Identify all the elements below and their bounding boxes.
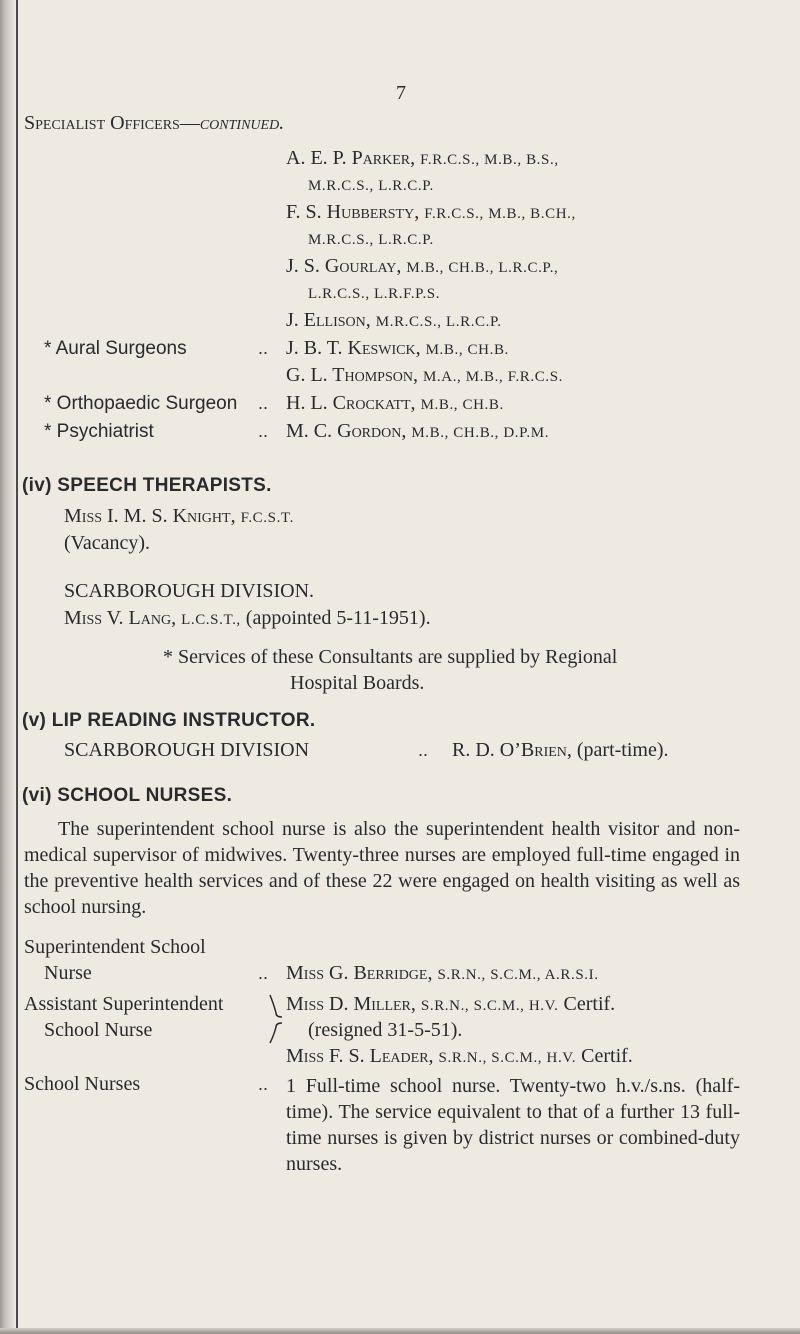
surgeon-name: G. L. Thompson,	[286, 364, 418, 386]
specialist-name: J. Ellison,	[286, 309, 371, 331]
division-therapist-note: (appointed 5-11-1951).	[245, 607, 431, 629]
specialist-entry	[308, 227, 434, 250]
surgeon-quals: M.B., CH.B.	[425, 342, 509, 358]
speech-division-heading: SCARBOROUGH DIVISION.	[64, 580, 315, 602]
superintendent-entry	[286, 962, 599, 985]
brace-lower	[270, 1023, 282, 1043]
specialist-officers-heading	[24, 112, 284, 135]
page-number: 7	[396, 82, 406, 104]
assistant-brace	[262, 993, 284, 1045]
school-nurses-leader-dots: ..	[258, 1074, 269, 1094]
therapist-name: Miss I. M. S. Knight,	[64, 505, 236, 527]
instructor-name: R. D. O’Brien,	[452, 739, 572, 761]
specialist-name: A. E. P. Parker,	[286, 147, 416, 169]
surgeon-quals: M.B., CH.B.	[420, 397, 504, 413]
assistant-label-line-1: Assistant Superintendent	[24, 993, 224, 1015]
specialist-name: F. S. Hubbersty,	[286, 201, 420, 223]
school-nurses-label: School Nurses	[24, 1073, 141, 1095]
aural-surgeon-entry	[286, 364, 563, 387]
surgeon-name: J. B. T. Keswick,	[286, 337, 421, 359]
specialist-quals: M.B., CH.B., L.R.C.P.,	[406, 260, 559, 276]
assistant-1-name: Miss D. Miller,	[286, 993, 416, 1015]
specialist-quals: F.R.C.S., M.B., B.S.,	[420, 152, 559, 168]
footnote-line-1: * Services of these Consultants are supplied by Regional	[163, 646, 618, 668]
lip-reading-heading: (v) LIP READING INSTRUCTOR.	[22, 710, 316, 731]
division-therapist-name: Miss V. Lang,	[64, 607, 177, 629]
aural-leader-dots: ..	[258, 338, 269, 358]
superintendent-leader-dots: ..	[258, 963, 269, 983]
page-binding-shadow	[0, 0, 14, 1334]
psychiatrist-entry	[286, 420, 549, 443]
specialist-entry	[286, 309, 502, 332]
specialist-heading-text: Specialist Officers—	[24, 112, 200, 134]
superintendent-name: Miss G. Berridge,	[286, 962, 433, 984]
school-nurses-description: 1 Full-time school nurse. Twenty-two h.v./s.ns. (half-time). The service equivalent to that of a further 13 full-time nurses is given by district nurses or combined-duty nurses.	[286, 1075, 740, 1175]
assistant-2-name: Miss F. S. Leader,	[286, 1045, 434, 1067]
psychiatrist-name: M. C. Gordon,	[286, 420, 407, 442]
assistant-1-entry	[286, 993, 615, 1016]
school-nurses-paragraph	[24, 816, 740, 920]
school-nurses-heading: (vi) SCHOOL NURSES.	[22, 785, 233, 806]
orthopaedic-surgeon-entry	[286, 392, 504, 415]
assistant-1-suffix: Certif.	[563, 993, 616, 1015]
page-binding-line	[16, 0, 18, 1334]
speech-therapist-entry	[64, 505, 294, 528]
lip-reading-division: SCARBOROUGH DIVISION	[64, 739, 310, 761]
specialist-entry	[286, 255, 558, 278]
lip-reading-leader-dots: ..	[418, 740, 429, 760]
lip-reading-instructor-entry	[452, 739, 669, 762]
assistant-2-quals: S.R.N., S.C.M., H.V.	[438, 1050, 577, 1066]
surgeon-name: H. L. Crockatt,	[286, 392, 416, 414]
psychiatrist-quals: M.B., CH.B., D.P.M.	[411, 425, 550, 441]
orthopaedic-leader-dots: ..	[258, 393, 269, 413]
specialist-quals: L.R.C.S., L.R.F.P.S.	[308, 286, 441, 302]
speech-vacancy: (Vacancy).	[64, 532, 151, 554]
assistant-label-line-2: School Nurse	[44, 1019, 153, 1041]
page-bottom-edge	[0, 1328, 800, 1334]
superintendent-quals: S.R.N., S.C.M., A.R.S.I.	[437, 967, 599, 983]
specialist-quals: F.R.C.S., M.B., B.CH.,	[424, 206, 576, 222]
superintendent-label-line-1: Superintendent School	[24, 936, 206, 958]
speech-therapists-heading: (iv) SPEECH THERAPISTS.	[22, 475, 272, 496]
specialist-entry	[308, 281, 440, 304]
aural-surgeon-entry	[286, 337, 509, 360]
specialist-entry	[308, 173, 434, 196]
psychiatrist-leader-dots: ..	[258, 421, 269, 441]
brace-upper	[270, 995, 282, 1017]
instructor-note: (part-time).	[576, 739, 669, 761]
specialist-quals: M.R.C.S., L.R.C.P.	[308, 232, 434, 248]
school-nurses-paragraph-text: The superintendent school nurse is also the superintendent health visitor and non-medical supervisor of midwives. Twenty-three nurses are employed full-time engaged in the preventive health services and of these 22 were engaged on health visiting as well as school nursing.	[24, 818, 740, 918]
aural-surgeons-label: * Aural Surgeons	[44, 338, 187, 359]
superintendent-label-line-2: Nurse	[44, 962, 92, 984]
specialist-name: J. S. Gourlay,	[286, 255, 402, 277]
specialist-quals: M.R.C.S., L.R.C.P.	[375, 314, 502, 330]
therapist-quals: F.C.S.T.	[240, 510, 294, 526]
assistant-2-suffix: Certif.	[581, 1045, 633, 1067]
specialist-entry	[286, 147, 559, 170]
psychiatrist-label: * Psychiatrist	[44, 421, 154, 442]
specialist-heading-continued: continued.	[199, 112, 285, 134]
assistant-1-note: (resigned 31-5-51).	[308, 1019, 463, 1041]
surgeon-quals: M.A., M.B., F.R.C.S.	[422, 369, 563, 385]
assistant-1-quals: S.R.N., S.C.M., H.V.	[420, 998, 559, 1014]
assistant-2-entry	[286, 1045, 633, 1068]
specialist-entry	[286, 201, 576, 224]
footnote-line-2: Hospital Boards.	[290, 672, 425, 694]
division-therapist-quals: L.C.S.T.,	[181, 612, 241, 628]
orthopaedic-surgeon-label: * Orthopaedic Surgeon	[44, 393, 238, 414]
speech-division-entry	[64, 607, 431, 630]
specialist-quals: M.R.C.S., L.R.C.P.	[308, 178, 434, 194]
